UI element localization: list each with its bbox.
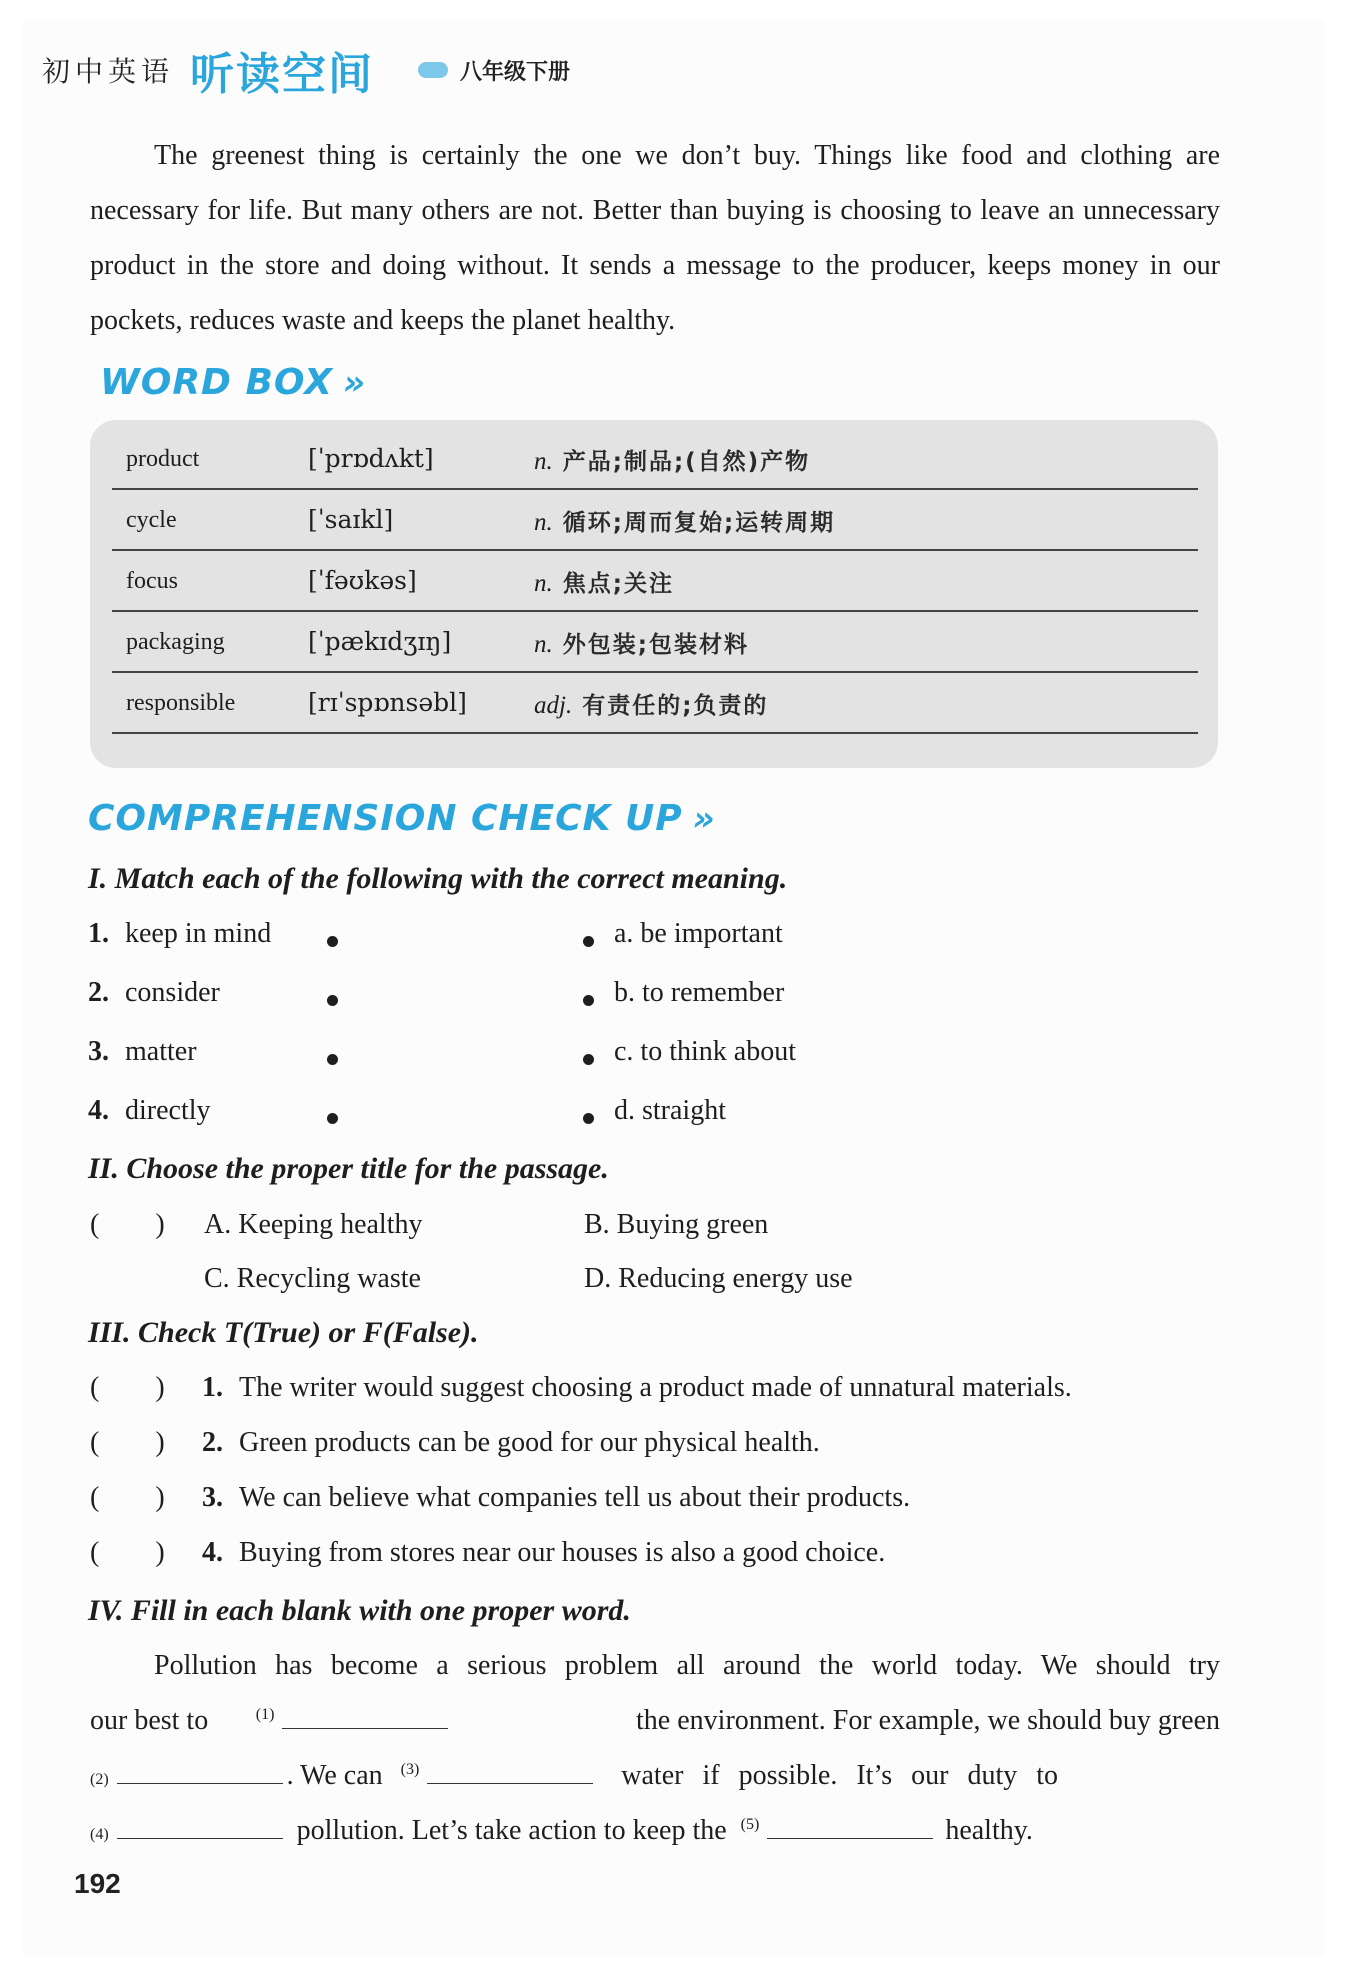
fill-line-2	[90, 1702, 1220, 1737]
blank-group	[741, 1812, 934, 1847]
definition	[534, 443, 810, 476]
fill-text: . We can	[286, 1760, 383, 1791]
phonetic: [ˈprɒdʌkt]	[308, 444, 434, 473]
part-of-speech: n.	[534, 509, 553, 536]
fill-text: our best to	[90, 1705, 209, 1736]
match-left-item	[88, 1036, 197, 1068]
blank-label: (2)	[90, 1771, 109, 1788]
part-of-speech: n.	[534, 448, 553, 475]
meaning: 外包装;包装材料	[562, 632, 749, 658]
fill-text: healthy.	[945, 1815, 1033, 1846]
part-of-speech: adj.	[534, 692, 573, 719]
answer-bracket[interactable]: ( )	[90, 1209, 165, 1240]
part1-heading: I. Match each of the following with the correct meaning.	[88, 862, 788, 895]
phonetic: [ˈfəʊkəs]	[308, 566, 417, 595]
tf-statement	[202, 1482, 910, 1514]
word: product	[126, 446, 200, 472]
answer-blank[interactable]	[427, 1757, 593, 1784]
phonetic: [ˈpækɪdʒɪŋ]	[308, 627, 452, 656]
double-chevron-icon: »	[342, 363, 367, 403]
answer-blank[interactable]	[282, 1702, 448, 1729]
title-option: A. Keeping healthy	[204, 1209, 423, 1240]
definition	[534, 687, 768, 720]
match-dot[interactable]	[327, 1113, 338, 1124]
answer-blank[interactable]	[117, 1812, 283, 1839]
meaning: 产品;制品;(自然)产物	[562, 449, 811, 475]
fill-line-4	[90, 1812, 1220, 1847]
item-text: Green products can be good for our physical health.	[239, 1427, 820, 1458]
item-number: 3.	[202, 1482, 223, 1513]
item-text: We can believe what companies tell us about their products.	[239, 1482, 911, 1513]
phonetic: [rɪˈspɒnsəbl]	[308, 688, 467, 717]
part3-heading: III. Check T(True) or F(False).	[88, 1316, 479, 1349]
match-right-item: d. straight	[614, 1095, 726, 1126]
item-number: 1.	[88, 918, 109, 949]
answer-bracket[interactable]: ( )	[90, 1537, 165, 1568]
title-option: B. Buying green	[584, 1209, 769, 1240]
item-number: 2.	[202, 1427, 223, 1458]
part-of-speech: n.	[534, 631, 553, 658]
brand-logo: 听读空间	[180, 36, 384, 104]
tf-statement	[202, 1537, 885, 1569]
item-text: consider	[125, 977, 220, 1008]
item-text: Buying from stores near our houses is also a good choice.	[239, 1537, 886, 1568]
match-right-item: b. to remember	[614, 977, 785, 1008]
match-left-item	[88, 918, 271, 950]
drop-icon	[418, 62, 448, 78]
fill-text: pollution. Let’s take action to keep the	[296, 1815, 727, 1846]
comprehension-title	[88, 798, 716, 839]
part2-heading: II. Choose the proper title for the passage.	[88, 1152, 609, 1185]
item-number: 3.	[88, 1036, 109, 1067]
match-dot[interactable]	[327, 936, 338, 947]
blank-label: (3)	[400, 1760, 420, 1778]
word-box-title-text: WORD BOX	[100, 362, 333, 403]
fill-line-3	[90, 1757, 1220, 1792]
match-dot[interactable]	[583, 1113, 594, 1124]
item-text: matter	[125, 1036, 197, 1067]
series-title: 初中英语	[42, 55, 175, 88]
match-dot[interactable]	[327, 1054, 338, 1065]
match-right-item: a. be important	[614, 918, 783, 949]
page-number: 192	[74, 1868, 121, 1899]
item-text: directly	[125, 1095, 211, 1126]
blank-label: (1)	[255, 1705, 275, 1723]
passage-paragraph: The greenest thing is certainly the one we don’t buy. Things like food and clothing are necessary for life. But many others are not. Better than buying is choosing to leave an unnecessary product in the store and doing without. It sends a message to the producer, keeps money in our pockets, reduces waste and keeps the planet healthy.	[90, 140, 1220, 336]
match-left-item	[88, 977, 220, 1009]
definition	[534, 504, 835, 537]
word: cycle	[126, 507, 177, 533]
definition	[534, 565, 674, 598]
match-left-item	[88, 1095, 211, 1127]
fill-text: the environment. For example, we should buy green	[636, 1705, 1220, 1736]
word-box-title	[100, 362, 366, 403]
word-row	[112, 672, 1198, 734]
blank-group	[401, 1757, 594, 1792]
title-option: C. Recycling waste	[204, 1263, 421, 1294]
answer-blank[interactable]	[117, 1757, 283, 1784]
definition	[534, 626, 749, 659]
word: packaging	[126, 629, 225, 655]
meaning: 循环;周而复始;运转周期	[562, 510, 836, 536]
answer-blank[interactable]	[767, 1812, 933, 1839]
word-row	[112, 611, 1198, 673]
tf-statement	[202, 1372, 1072, 1404]
item-number: 4.	[88, 1095, 109, 1126]
item-number: 1.	[202, 1372, 223, 1403]
word: responsible	[126, 690, 236, 716]
word-row	[112, 489, 1198, 551]
match-dot[interactable]	[583, 936, 594, 947]
match-dot[interactable]	[583, 1054, 594, 1065]
page-header	[42, 40, 570, 100]
blank-label: (5)	[740, 1815, 760, 1833]
blank-group	[256, 1702, 449, 1737]
answer-bracket[interactable]: ( )	[90, 1372, 165, 1403]
double-chevron-icon: »	[692, 799, 716, 839]
tf-statement	[202, 1427, 820, 1459]
item-number: 4.	[202, 1537, 223, 1568]
fill-text: water if possible. It’s our duty to	[621, 1760, 1059, 1791]
answer-bracket[interactable]: ( )	[90, 1427, 165, 1458]
part4-heading: IV. Fill in each blank with one proper word.	[88, 1594, 631, 1627]
part-of-speech: n.	[534, 570, 553, 597]
blank-label: (4)	[90, 1826, 109, 1843]
item-text: keep in mind	[125, 918, 272, 949]
meaning: 焦点;关注	[562, 571, 674, 597]
item-number: 2.	[88, 977, 109, 1008]
answer-bracket[interactable]: ( )	[90, 1482, 165, 1513]
fill-line-1: Pollution has become a serious problem all around the world today. We should try	[154, 1650, 1220, 1681]
title-option: D. Reducing energy use	[584, 1263, 853, 1294]
meaning: 有责任的;负责的	[582, 693, 769, 719]
grade-label: 八年级下册	[460, 59, 571, 85]
item-text: The writer would suggest choosing a product made of unnatural materials.	[239, 1372, 1072, 1403]
word-box	[90, 420, 1218, 768]
phonetic: [ˈsaɪkl]	[308, 505, 394, 534]
match-dot[interactable]	[583, 995, 594, 1006]
match-right-item: c. to think about	[614, 1036, 796, 1067]
comprehension-title-text: COMPREHENSION CHECK UP	[88, 798, 683, 839]
match-dot[interactable]	[327, 995, 338, 1006]
word-row	[112, 550, 1198, 612]
word: focus	[126, 568, 178, 594]
word-row	[112, 428, 1198, 490]
